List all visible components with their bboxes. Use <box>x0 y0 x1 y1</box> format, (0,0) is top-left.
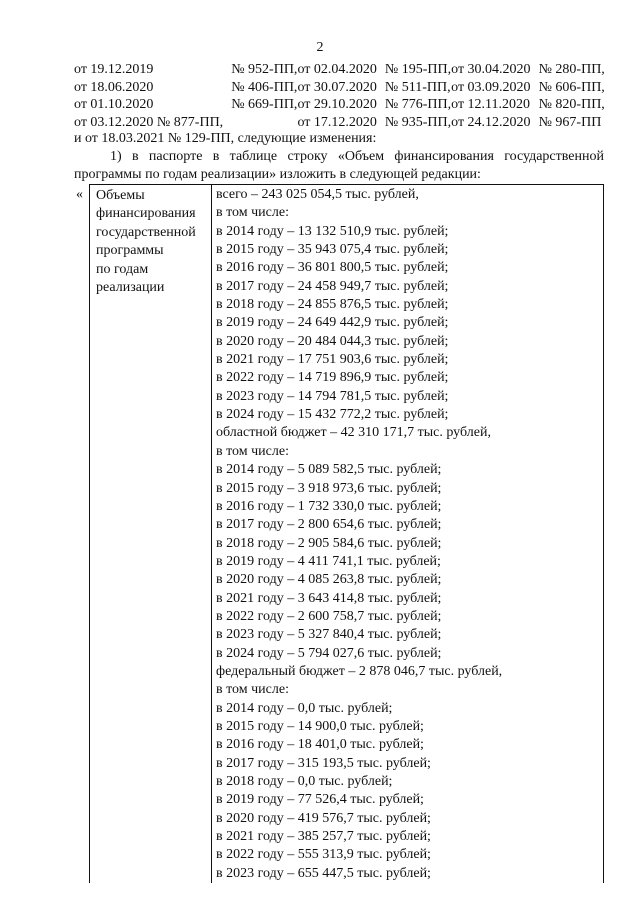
funding-line: всего – 243 025 054,5 тыс. рублей, <box>216 187 419 202</box>
passport-value-cell <box>212 185 604 884</box>
reference-number: № 820-ПП, <box>538 97 605 112</box>
passport-label-line: Объемы <box>96 188 145 203</box>
funding-line: в 2018 году – 2 905 584,6 тыс. рублей; <box>216 535 442 551</box>
funding-line: в 2016 году – 1 732 330,0 тыс. рублей; <box>216 498 442 514</box>
reference-number: № 776-ПП, <box>384 97 452 112</box>
reference-date: от 24.12.2020 <box>451 114 531 130</box>
funding-line: в 2019 году – 4 411 741,1 тыс. рублей; <box>216 553 441 569</box>
funding-line: в 2022 году – 555 313,9 тыс. рублей; <box>216 847 431 863</box>
reference-date: от 03.12.2020 № 877-ПП, <box>74 114 224 130</box>
funding-line: в 2023 году – 14 794 781,5 тыс. рублей; <box>216 388 449 404</box>
reference-date: от 03.09.2020 <box>451 79 531 95</box>
funding-line: в 2014 году – 13 132 510,9 тыс. рублей; <box>216 223 449 239</box>
passport-label-line: государственной <box>96 224 196 240</box>
funding-line: в 2024 году – 15 432 772,2 тыс. рублей; <box>216 407 449 423</box>
reference-number: № 280-ПП, <box>538 62 605 77</box>
passport-label-line: по годам <box>96 261 149 277</box>
resolution-references-table <box>74 61 605 131</box>
reference-row <box>74 61 605 79</box>
passport-label-cell <box>90 185 212 884</box>
reference-number: № 511-ПП, <box>384 79 451 95</box>
reference-date: от 17.12.2020 <box>297 114 377 130</box>
reference-date: от 30.04.2020 <box>451 62 531 77</box>
reference-date: от 18.06.2020 <box>74 79 154 95</box>
reference-date: от 02.04.2020 <box>297 62 377 77</box>
reference-number: № 967-ПП <box>538 114 602 130</box>
funding-line: в том числе: <box>216 205 289 221</box>
reference-number: № 935-ПП, <box>384 114 452 130</box>
funding-line: в 2023 году – 5 327 840,4 тыс. рублей; <box>216 627 442 643</box>
passport-label-line: финансирования <box>96 206 196 222</box>
funding-line: в 2017 году – 2 800 654,6 тыс. рублей; <box>216 517 442 533</box>
funding-line: в 2021 году – 3 643 414,8 тыс. рублей; <box>216 590 442 606</box>
funding-line: в 2019 году – 24 649 442,9 тыс. рублей; <box>216 315 449 331</box>
reference-number: № 406-ПП, <box>231 79 298 95</box>
reference-number: № 669-ПП, <box>231 97 298 112</box>
reference-date: от 12.11.2020 <box>451 97 531 112</box>
funding-line: в 2021 году – 17 751 903,6 тыс. рублей; <box>216 352 449 368</box>
funding-line: в 2017 году – 24 458 949,7 тыс. рублей; <box>216 278 449 294</box>
reference-row <box>74 96 605 114</box>
funding-line: в 2020 году – 419 576,7 тыс. рублей; <box>216 810 431 826</box>
funding-line: в 2018 году – 0,0 тыс. рублей; <box>216 774 393 789</box>
funding-line: в 2017 году – 315 193,5 тыс. рублей; <box>216 755 431 771</box>
funding-line: в 2022 году – 14 719 896,9 тыс. рублей; <box>216 370 449 386</box>
funding-line: федеральный бюджет – 2 878 046,7 тыс. рублей, <box>216 663 503 679</box>
reference-date: от 29.10.2020 <box>297 97 377 112</box>
funding-line: в том числе: <box>216 443 289 459</box>
reference-row <box>74 79 605 97</box>
passport-row <box>90 185 604 884</box>
funding-line: в 2020 году – 20 484 044,3 тыс. рублей; <box>216 333 449 349</box>
funding-line: в 2015 году – 14 900,0 тыс. рублей; <box>216 718 424 734</box>
passport-label-line: реализации <box>96 280 165 296</box>
funding-line: в 2024 году – 5 794 027,6 тыс. рублей; <box>216 645 442 661</box>
funding-line: в 2015 году – 35 943 075,4 тыс. рублей; <box>216 242 449 258</box>
reference-number: № 606-ПП, <box>538 79 605 95</box>
change-paragraph: 1) в паспорте в таблице строку «Объем финансирования государственной программы по годам реализации» изложить в следующей редакции: <box>74 149 604 182</box>
funding-line: в 2014 году – 5 089 582,5 тыс. рублей; <box>216 462 442 478</box>
reference-row <box>74 114 605 132</box>
reference-date: от 30.07.2020 <box>297 79 377 95</box>
funding-line: в 2019 году – 77 526,4 тыс. рублей; <box>216 792 424 808</box>
passport-label-line: программы <box>96 243 164 259</box>
funding-line: в том числе: <box>216 682 289 698</box>
passport-financing-table <box>89 184 604 883</box>
funding-line: в 2023 году – 655 447,5 тыс. рублей; <box>216 865 431 881</box>
reference-date: от 01.10.2020 <box>74 97 154 112</box>
reference-number: № 195-ПП, <box>384 62 452 77</box>
reference-date: от 19.12.2019 <box>74 62 154 77</box>
funding-line: в 2014 году – 0,0 тыс. рублей; <box>216 700 393 716</box>
page-number: 2 <box>316 40 324 55</box>
reference-last-line: и от 18.03.2021 № 129-ПП, следующие изменения: <box>74 131 377 146</box>
funding-line: в 2022 году – 2 600 758,7 тыс. рублей; <box>216 608 442 624</box>
funding-line: в 2020 году – 4 085 263,8 тыс. рублей; <box>216 572 442 588</box>
funding-line: в 2021 году – 385 257,7 тыс. рублей; <box>216 829 431 845</box>
funding-line: в 2015 году – 3 918 973,6 тыс. рублей; <box>216 480 442 496</box>
funding-line: в 2016 году – 18 401,0 тыс. рублей; <box>216 737 424 753</box>
opening-quote: « <box>76 187 83 202</box>
reference-number <box>223 114 297 132</box>
funding-line: областной бюджет – 42 310 171,7 тыс. рублей, <box>216 425 491 441</box>
reference-number: № 952-ПП, <box>231 62 298 77</box>
funding-line: в 2016 году – 36 801 800,5 тыс. рублей; <box>216 260 449 276</box>
funding-line: в 2018 году – 24 855 876,5 тыс. рублей; <box>216 297 449 313</box>
